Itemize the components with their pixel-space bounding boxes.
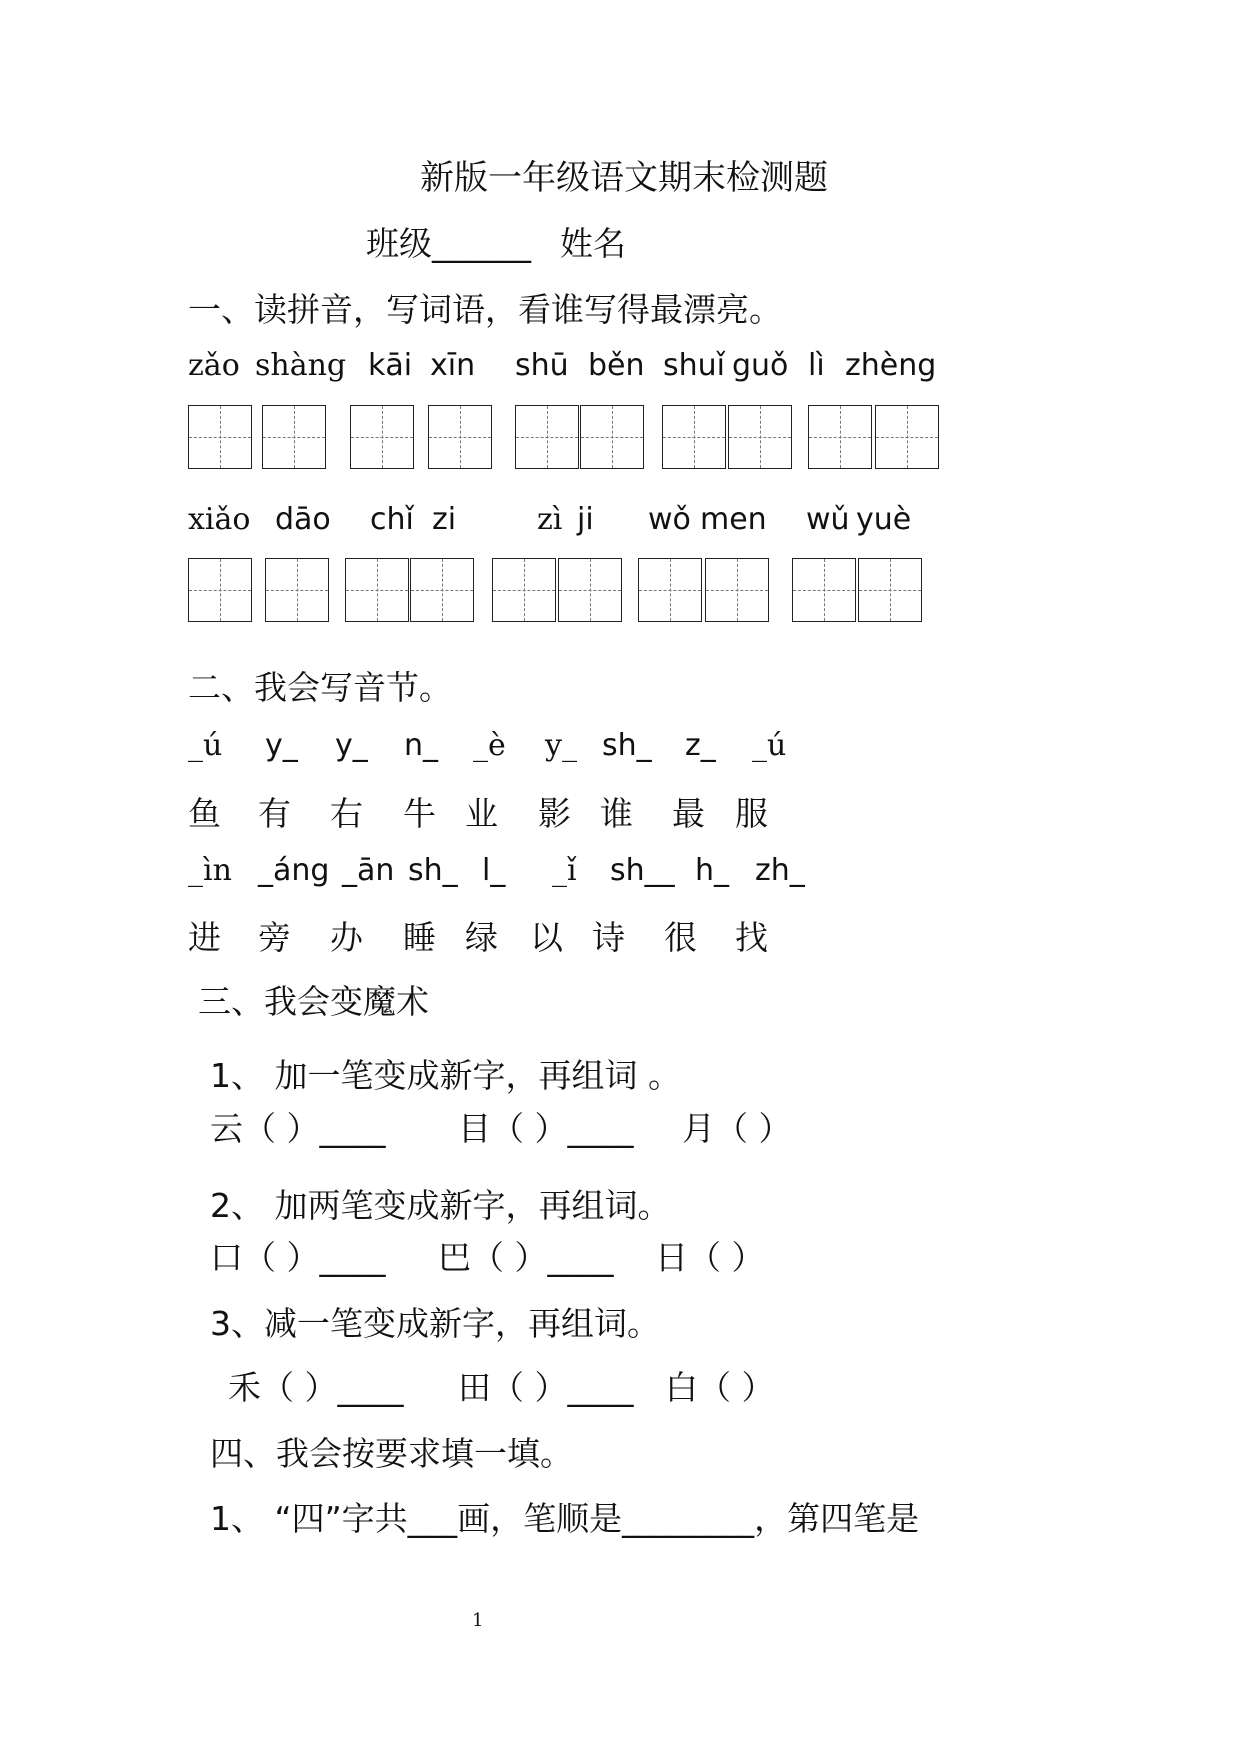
s4-q1: 1、 “四”字共___画，笔顺是________，第四笔是 — [210, 1499, 920, 1538]
fill-item: 日（ ） — [655, 1238, 765, 1277]
syllable-blank: _áng — [258, 853, 330, 888]
pinyin: xiǎo — [188, 502, 251, 537]
syllable-blank: z_ — [685, 728, 716, 763]
pinyin: lì — [808, 348, 825, 383]
syllable-blank: sh__ — [610, 853, 675, 888]
hanzi: 绿 — [465, 918, 498, 957]
hanzi: 诗 — [592, 918, 625, 957]
hanzi: 影 — [538, 794, 571, 833]
writing-grid-box[interactable] — [638, 558, 702, 622]
writing-grid-box[interactable] — [492, 558, 556, 622]
syllable-blank: _ú — [188, 728, 223, 763]
pinyin: kāi — [368, 348, 413, 383]
hanzi: 业 — [465, 794, 498, 833]
writing-grid-box[interactable] — [705, 558, 769, 622]
fill-item: 白（ ） — [665, 1368, 775, 1407]
pinyin: shū — [515, 348, 569, 383]
hanzi: 服 — [735, 794, 768, 833]
fill-item: 禾（ ）____ — [228, 1368, 404, 1407]
syllable-blank: _è — [473, 728, 506, 763]
q3-prompt: 3、减一笔变成新字，再组词。 — [210, 1304, 660, 1343]
hanzi: 鱼 — [188, 794, 221, 833]
writing-grid-box[interactable] — [188, 405, 252, 469]
pinyin: shuǐ — [663, 348, 725, 383]
hanzi: 找 — [735, 918, 768, 957]
writing-grid-box[interactable] — [188, 558, 252, 622]
hanzi: 进 — [188, 918, 221, 957]
fill-item: 月（ ） — [682, 1109, 792, 1148]
pinyin: běn — [588, 348, 645, 383]
pinyin: zǎo — [188, 348, 240, 383]
writing-grid-box[interactable] — [558, 558, 622, 622]
fill-item: 口（ ）____ — [210, 1238, 386, 1277]
syllable-blank: y_ — [545, 728, 577, 763]
syllable-blank: _ǐ — [552, 853, 577, 888]
fill-item: 巴（ ）____ — [438, 1238, 614, 1277]
pinyin: dāo — [275, 502, 331, 537]
pinyin: xīn — [430, 348, 476, 383]
section1-heading: 一、读拼音，写词语，看谁写得最漂亮。 — [188, 290, 782, 329]
writing-grid-box[interactable] — [350, 405, 414, 469]
writing-grid-box[interactable] — [875, 405, 939, 469]
fill-item: 云（ ）____ — [210, 1109, 386, 1148]
syllable-blank: _ú — [752, 728, 787, 763]
syllable-blank: y_ — [265, 728, 298, 763]
pinyin: wǔ — [806, 502, 850, 537]
writing-grid-box[interactable] — [792, 558, 856, 622]
pinyin: zhèng — [845, 348, 937, 383]
section3-heading: 三、我会变魔术 — [198, 982, 429, 1021]
syllable-blank: _ān — [342, 853, 395, 888]
hanzi: 最 — [672, 794, 705, 833]
pinyin: chǐ — [370, 502, 414, 537]
writing-grid-box[interactable] — [515, 405, 579, 469]
hanzi: 右 — [330, 794, 363, 833]
page-title: 新版一年级语文期末检测题 — [420, 158, 828, 198]
hanzi: 旁 — [258, 918, 291, 957]
writing-grid-box[interactable] — [262, 405, 326, 469]
syllable-blank: sh_ — [602, 728, 652, 763]
hanzi: 谁 — [600, 794, 633, 833]
syllable-blank: h_ — [695, 853, 730, 888]
pinyin: zì — [537, 502, 563, 537]
hanzi: 很 — [664, 918, 697, 957]
section2-heading: 二、我会写音节。 — [188, 668, 452, 707]
syllable-blank: y_ — [335, 728, 368, 763]
syllable-blank: _ìn — [188, 853, 232, 888]
section4-heading: 四、我会按要求填一填。 — [210, 1434, 573, 1473]
fill-item: 目（ ）____ — [458, 1109, 634, 1148]
writing-grid-box[interactable] — [808, 405, 872, 469]
pinyin: men — [700, 502, 767, 537]
fill-item: 田（ ）____ — [458, 1368, 634, 1407]
writing-grid-box[interactable] — [662, 405, 726, 469]
writing-grid-box[interactable] — [728, 405, 792, 469]
writing-grid-box[interactable] — [345, 558, 409, 622]
writing-grid-box[interactable] — [265, 558, 329, 622]
pinyin: zi — [432, 502, 457, 537]
q2-prompt: 2、 加两笔变成新字，再组词。 — [210, 1186, 671, 1225]
page-number: 1 — [472, 1610, 484, 1631]
pinyin: wǒ — [648, 502, 691, 537]
hanzi: 办 — [330, 918, 363, 957]
name-label: 姓名 — [560, 224, 626, 263]
hanzi: 以 — [530, 918, 563, 957]
hanzi: 有 — [258, 794, 291, 833]
syllable-blank: sh_ — [408, 853, 458, 888]
pinyin: ji — [577, 502, 594, 537]
writing-grid-box[interactable] — [858, 558, 922, 622]
syllable-blank: l_ — [482, 853, 506, 888]
pinyin: shàng — [255, 348, 347, 383]
writing-grid-box[interactable] — [410, 558, 474, 622]
writing-grid-box[interactable] — [580, 405, 644, 469]
hanzi: 牛 — [403, 794, 436, 833]
writing-grid-box[interactable] — [428, 405, 492, 469]
syllable-blank: n_ — [404, 728, 439, 763]
hanzi: 睡 — [403, 918, 436, 957]
pinyin: guǒ — [732, 348, 789, 383]
class-label: 班级______ — [366, 224, 531, 263]
q1-prompt: 1、 加一笔变成新字，再组词 。 — [210, 1056, 681, 1095]
syllable-blank: zh_ — [755, 853, 805, 888]
pinyin: yuè — [856, 502, 912, 537]
